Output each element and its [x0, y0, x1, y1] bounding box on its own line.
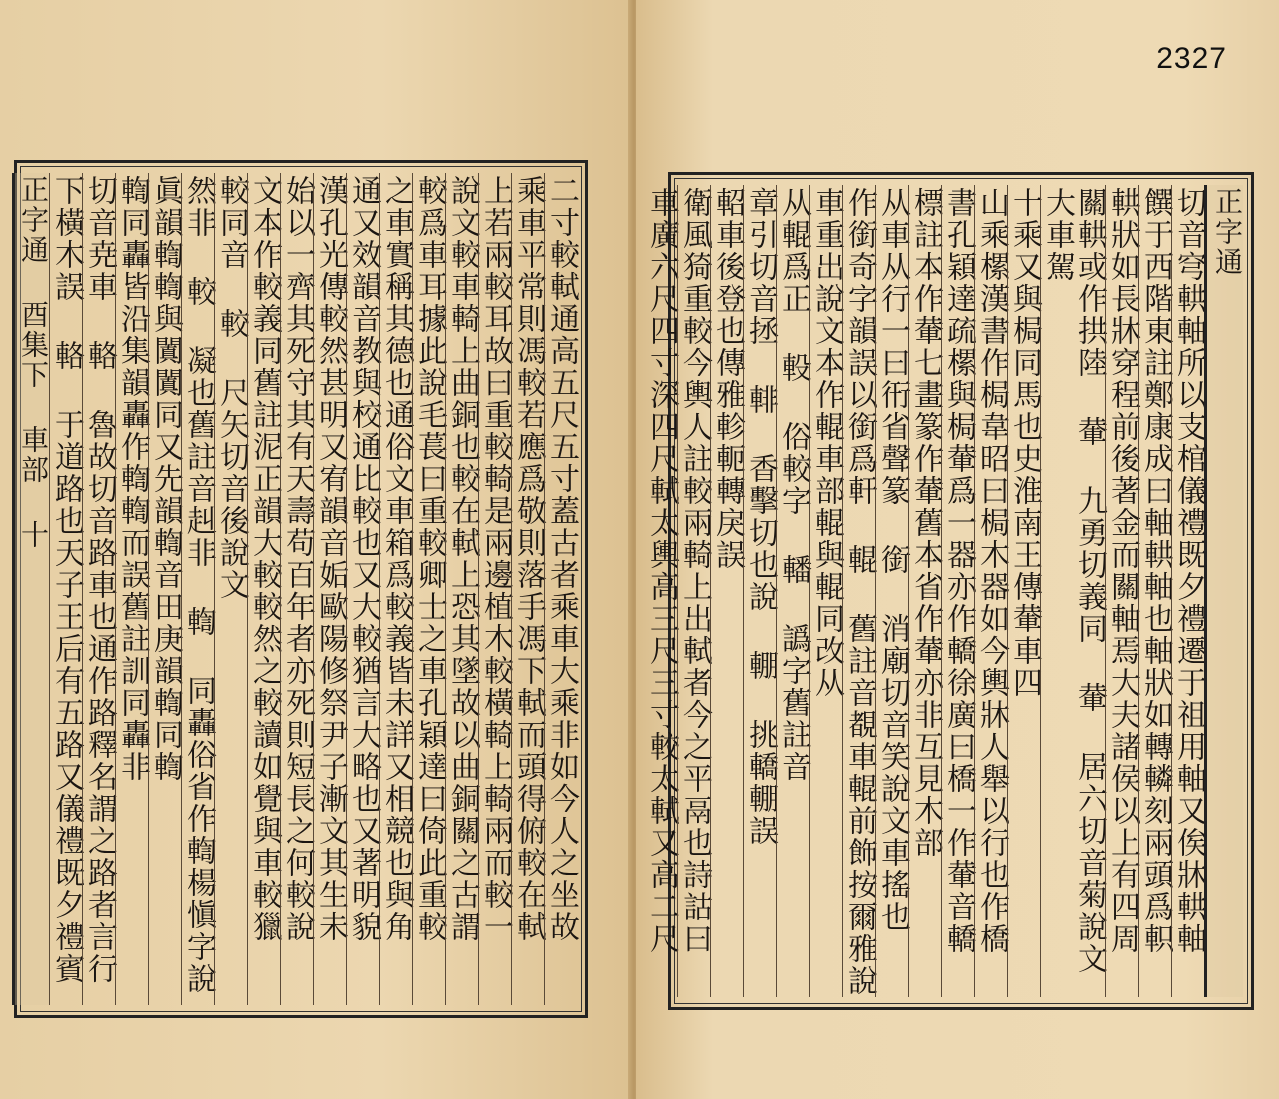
left-columns	[17, 173, 579, 1005]
right-column-4: 關輁或作拱陸 輂 九勇切義同 輂 居六切音菊說文大車駕	[1040, 185, 1105, 997]
right-column-3: 輁狀如長牀穿程前後著金而關軸焉大夫諸侯以上有四周	[1105, 185, 1138, 997]
right-column-9: 从車从行一曰衎省聲篆 銜 消廟切音笑說文車搖也	[875, 185, 908, 997]
left-margin-column: 正字通 酉集下 車部 十	[12, 173, 49, 1005]
left-text-block	[14, 160, 588, 1018]
right-column-7: 書孔穎達疏樏與梮輂爲一器亦作轎徐廣曰橋一作輂音轎	[941, 185, 974, 997]
right-column-16: 車廣六尺四寸深四尺軾太輿高三尺三寸較太軾又高二尺	[644, 187, 679, 955]
right-column-8: 標註本作輂七畫篆作輂舊本省作輂亦非互見木部	[908, 185, 941, 997]
left-column-3: 上若兩較耳故曰重較輢是兩邊植木較橫輢上輢兩而較一	[478, 173, 511, 1005]
left-column-14: 輷同轟皆沿集韻轟作輷輷而誤舊註訓同轟非	[115, 173, 148, 1005]
right-column-12: 从輥爲正 軗 俗較字 轓 譌字舊註音	[776, 185, 809, 997]
left-column-13: 眞韻輷輷與闐闐同又先韻輷音田庚韻輷同輷	[148, 173, 181, 1005]
right-text-block	[644, 172, 1254, 1010]
left-column-8: 漢孔光傳較然甚明又宥韻音姤歐陽修祭尹子漸文其生未	[313, 173, 346, 1005]
right-columns	[644, 185, 1244, 997]
right-column-1: 切音穹輁軸所以支棺儀禮既夕禮遷于祖用軸又俟牀輁軸	[1171, 185, 1204, 997]
left-column-4: 說文較車輢上曲銅也較在軾上恐其墜故以曲銅關之古謂	[445, 173, 478, 1005]
left-column-15: 切音尭車 輅 魯故切音路車也通作路釋名謂之路者言行	[82, 173, 115, 1005]
left-column-16: 下橫木誤 輅 于道路也天子王后有五路又儀禮既夕禮賓	[49, 173, 82, 1005]
right-margin-column: 正字通	[1204, 185, 1243, 997]
left-column-1: 二寸較軾通高五尺五寸蓋古者乘車大乘非如今人之坐故	[544, 173, 577, 1005]
right-column-15: 衛風猗重較今輿人註較兩輢上出軾者今之平鬲也詩詁曰	[677, 185, 710, 997]
right-column-2: 饌于西階東註鄭康成曰軸輁軸也軸狀如轉轔刻兩頭爲軹	[1138, 185, 1171, 997]
left-column-11: 較同音 較 尺矢切音後說文	[214, 173, 247, 1005]
page-number: 2327	[1156, 42, 1227, 75]
left-column-10: 文本作較義同舊註泥正韻大較較然之較讀如覺與車較獵	[247, 173, 280, 1005]
left-column-2: 乘車平常則馮較若應爲敬則落手馮下軾而頭得俯較在軾	[511, 173, 544, 1005]
right-column-10: 作銜奇字韻誤以銜爲軒 輥 舊註音覩車輥前飾按爾雅說	[842, 187, 877, 997]
right-column-14: 軺車後登也傳雅軫軛轉戾誤	[710, 185, 743, 997]
right-column-13: 章引切音拯 輫 香擊切也說 輣 挑轎輣誤	[743, 185, 776, 997]
left-column-5: 較爲車耳據此說毛萇曰重較卿士之車孔穎達曰倚此重較	[412, 173, 445, 1005]
right-column-6: 山乘樏漢書作梮韋昭曰梮木器如今輿牀人舉以行也作橋	[974, 185, 1007, 997]
right-column-5: 十乘又與梮同馬也史淮南王傳輂車四	[1007, 185, 1040, 997]
left-column-9: 始以一齊其死守其有天壽苟百年者亦死則短長之何較說	[280, 173, 313, 1005]
left-column-7: 通又效韻音教與校通比較也又大較猶言大略也又著明貌	[346, 173, 379, 1005]
left-column-6: 之車實稱其德也通俗文車箱爲較義皆未詳又相競也與角	[379, 173, 412, 1005]
right-column-11: 車重出說文本作輥車部輥與輥同改从	[809, 185, 842, 997]
left-column-12: 然非 較 凝也舊註音赳非 輷 同轟俗省作輷楊愼字說	[181, 173, 214, 1005]
